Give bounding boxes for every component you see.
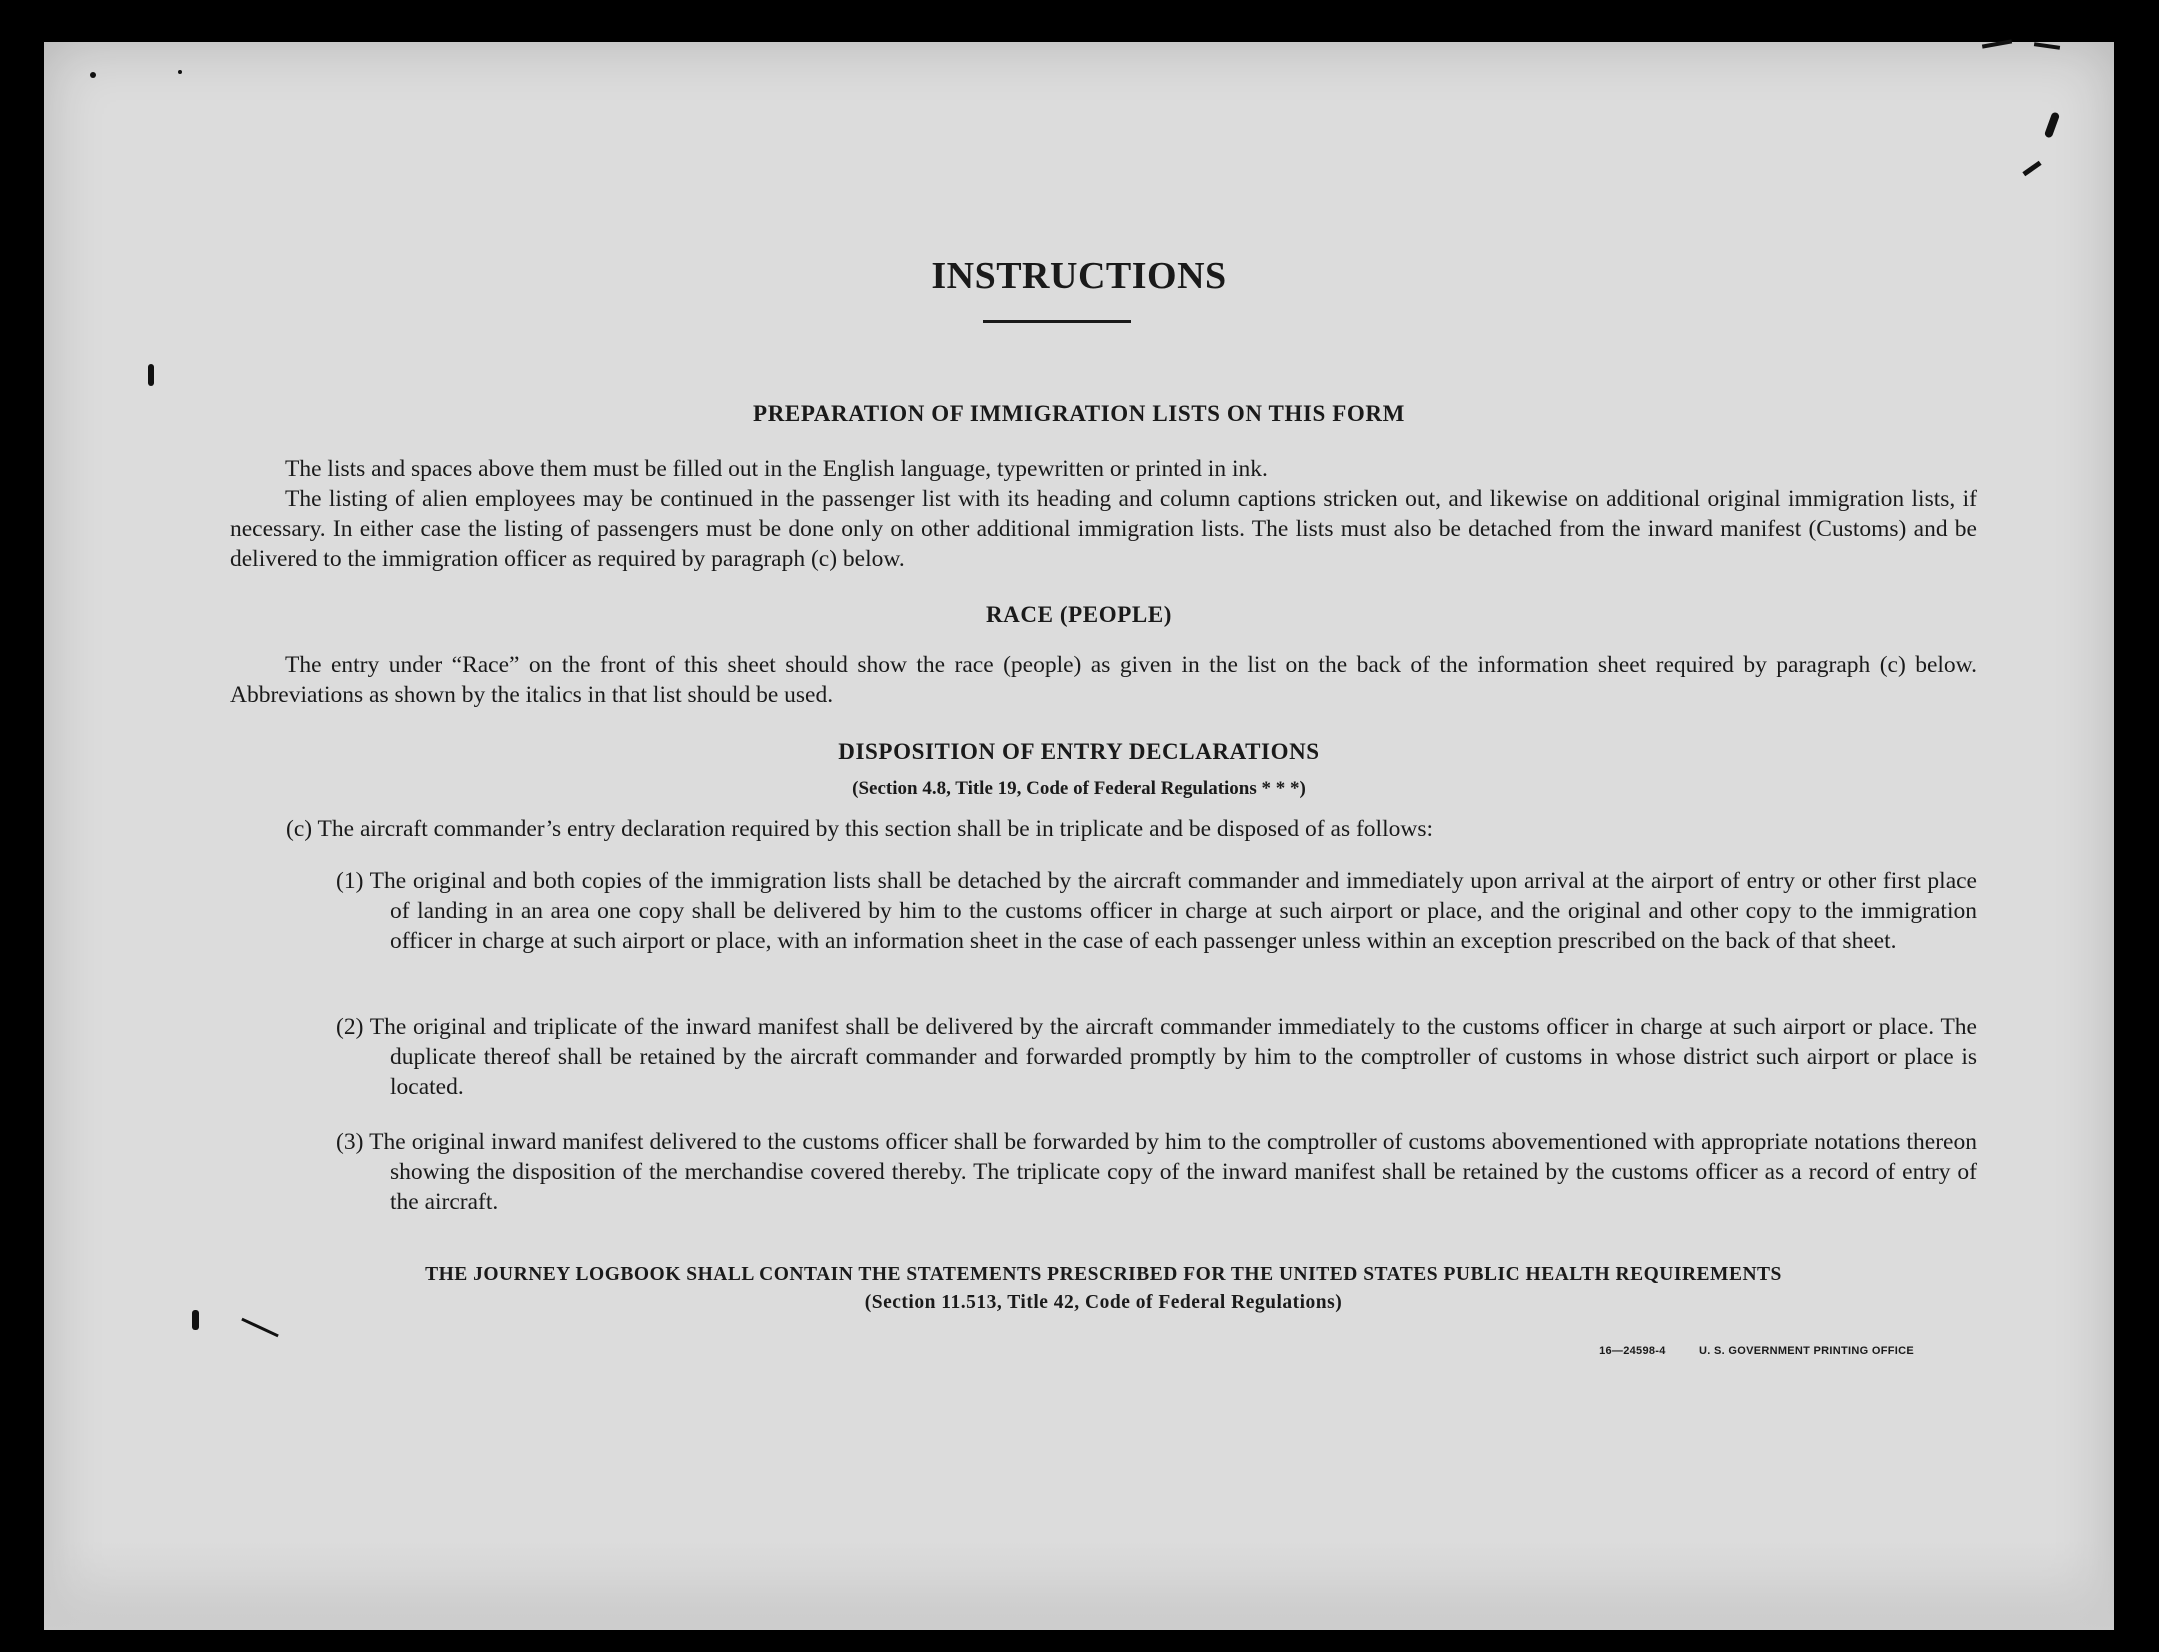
disposition-item-2: (2) The original and triplicate of the inward manifest shall be delivered by the aircraft commander immediately to the customs officer in charge at such airport or place. The duplicate thereof shall be retained by the aircraft commander and forwarded promptly by him to the comptroller of customs in whose district such airport or place is located.: [336, 1014, 1977, 1100]
preparation-text: [230, 454, 1977, 574]
race-para: The entry under “Race” on the front of this sheet should show the race (people) as given in the list on the back of the information sheet required by paragraph (c) below. Abbreviations as shown by the italics in that list should be used.: [230, 652, 1977, 708]
scan-mark: [192, 1310, 199, 1330]
disposition-intro: (c) The aircraft commander’s entry declaration required by this section shall be in triplicate and be disposed of as follows:: [286, 816, 1433, 842]
form-number: 16—24598-4: [1599, 1345, 1666, 1357]
logbook-line-1: THE JOURNEY LOGBOOK SHALL CONTAIN THE STATEMENTS PRESCRIBED FOR THE UNITED STATES PUBLIC HEALTH REQUIREMENTS: [425, 1264, 1782, 1285]
logbook-notice: [230, 1264, 1977, 1314]
document-page: [44, 42, 2114, 1630]
scan-mark: [178, 70, 182, 74]
preparation-para-2: The listing of alien employees may be continued in the passenger list with its heading and column captions stricken out, and likewise on additional original immigration lists, if necessary. In either case the listing of passengers must be done only on other additional immigration lists. The lists must also be detached from the inward manifest (Customs) and be delivered to the immigration officer as required by paragraph (c) below.: [230, 486, 1977, 572]
logbook-line-2: (Section 11.513, Title 42, Code of Federal Regulations): [864, 1292, 1343, 1313]
printer-credit: U. S. GOVERNMENT PRINTING OFFICE: [1699, 1345, 1914, 1357]
preparation-para-1: The lists and spaces above them must be filled out in the English language, typewritten or printed in ink.: [285, 456, 1268, 482]
scan-mark: [148, 364, 154, 386]
race-text: [230, 650, 1977, 710]
scan-mark: [1982, 39, 2012, 48]
disposition-item-1: (1) The original and both copies of the immigration lists shall be detached by the aircraft commander and immediately upon arrival at the airport of entry or other first place of landing in an area one copy shall be delivered by him to the customs officer in charge at such airport or place, and the original and other copy to the immigration officer in charge at such airport or place, with an information sheet in the case of each passenger unless within an exception prescribed on the back of that sheet.: [336, 868, 1977, 954]
disposition-citation: (Section 4.8, Title 19, Code of Federal Regulations * * *): [852, 778, 1306, 799]
scan-mark: [90, 72, 96, 78]
disposition-item-3: (3) The original inward manifest delivered to the customs officer shall be forwarded by him to the comptroller of customs abovementioned with appropriate notations thereon showing the disposition of the merchandise covered thereby. The triplicate copy of the inward manifest shall be retained by the customs officer as a record of entry of the aircraft.: [336, 1129, 1977, 1215]
disposition-heading: DISPOSITION OF ENTRY DECLARATIONS: [838, 739, 1320, 764]
scan-mark: [2044, 111, 2060, 138]
scan-mark: [2022, 161, 2041, 177]
preparation-heading: PREPARATION OF IMMIGRATION LISTS ON THIS FORM: [753, 401, 1405, 426]
scan-mark: [241, 1318, 279, 1338]
scan-mark: [2034, 42, 2060, 50]
print-footer: [1599, 1345, 1914, 1357]
title-underline: [983, 320, 1131, 323]
race-heading: RACE (PEOPLE): [985, 602, 1173, 627]
page-title: INSTRUCTIONS: [931, 255, 1227, 297]
